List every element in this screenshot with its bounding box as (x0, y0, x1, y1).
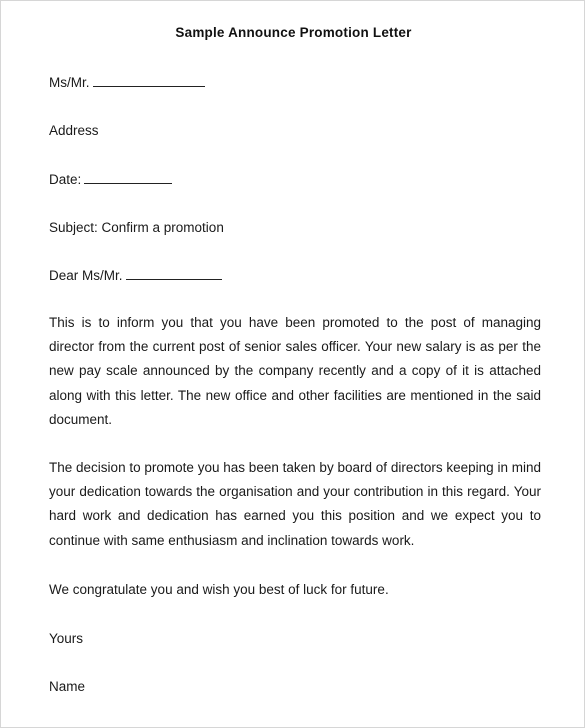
address-label: Address (49, 123, 99, 138)
sign-off-line (49, 630, 83, 648)
salutation-label: Dear Ms/Mr. (49, 268, 123, 283)
recipient-line (49, 74, 205, 92)
sign-off-text: Yours (49, 631, 84, 646)
closing-text: We congratulate you and wish you best of luck for future. (49, 582, 389, 597)
salutation-line (49, 267, 222, 285)
date-line (49, 171, 172, 189)
subject-text: Subject: Confirm a promotion (49, 220, 224, 235)
subject-line (49, 219, 224, 237)
date-label: Date: (49, 172, 82, 187)
recipient-label: Ms/Mr. (49, 75, 90, 90)
body-paragraph-1: This is to inform you that you have been promoted to the post of managing director from the current post of senior sales officer. Your new salary is as per the new pay scale announced by the company recently and a copy of it is attached along with this letter. The new office and other facilities are mentioned in the said document. (49, 315, 541, 427)
signature-name: Name (49, 679, 86, 694)
address-line (49, 122, 99, 140)
closing-line (49, 581, 389, 599)
document-title: Sample Announce Promotion Letter (175, 25, 412, 40)
recipient-blank (93, 74, 205, 87)
date-blank (84, 171, 172, 184)
signature-line (49, 678, 85, 696)
body-paragraph-2: The decision to promote you has been taken by board of directors keeping in mind your dedication towards the organisation and your contribution in this regard. Your hard work and dedication has earned you this position and we expect you to continue with same enthusiasm and inclination towards work. (49, 460, 541, 548)
salutation-blank (126, 267, 222, 280)
